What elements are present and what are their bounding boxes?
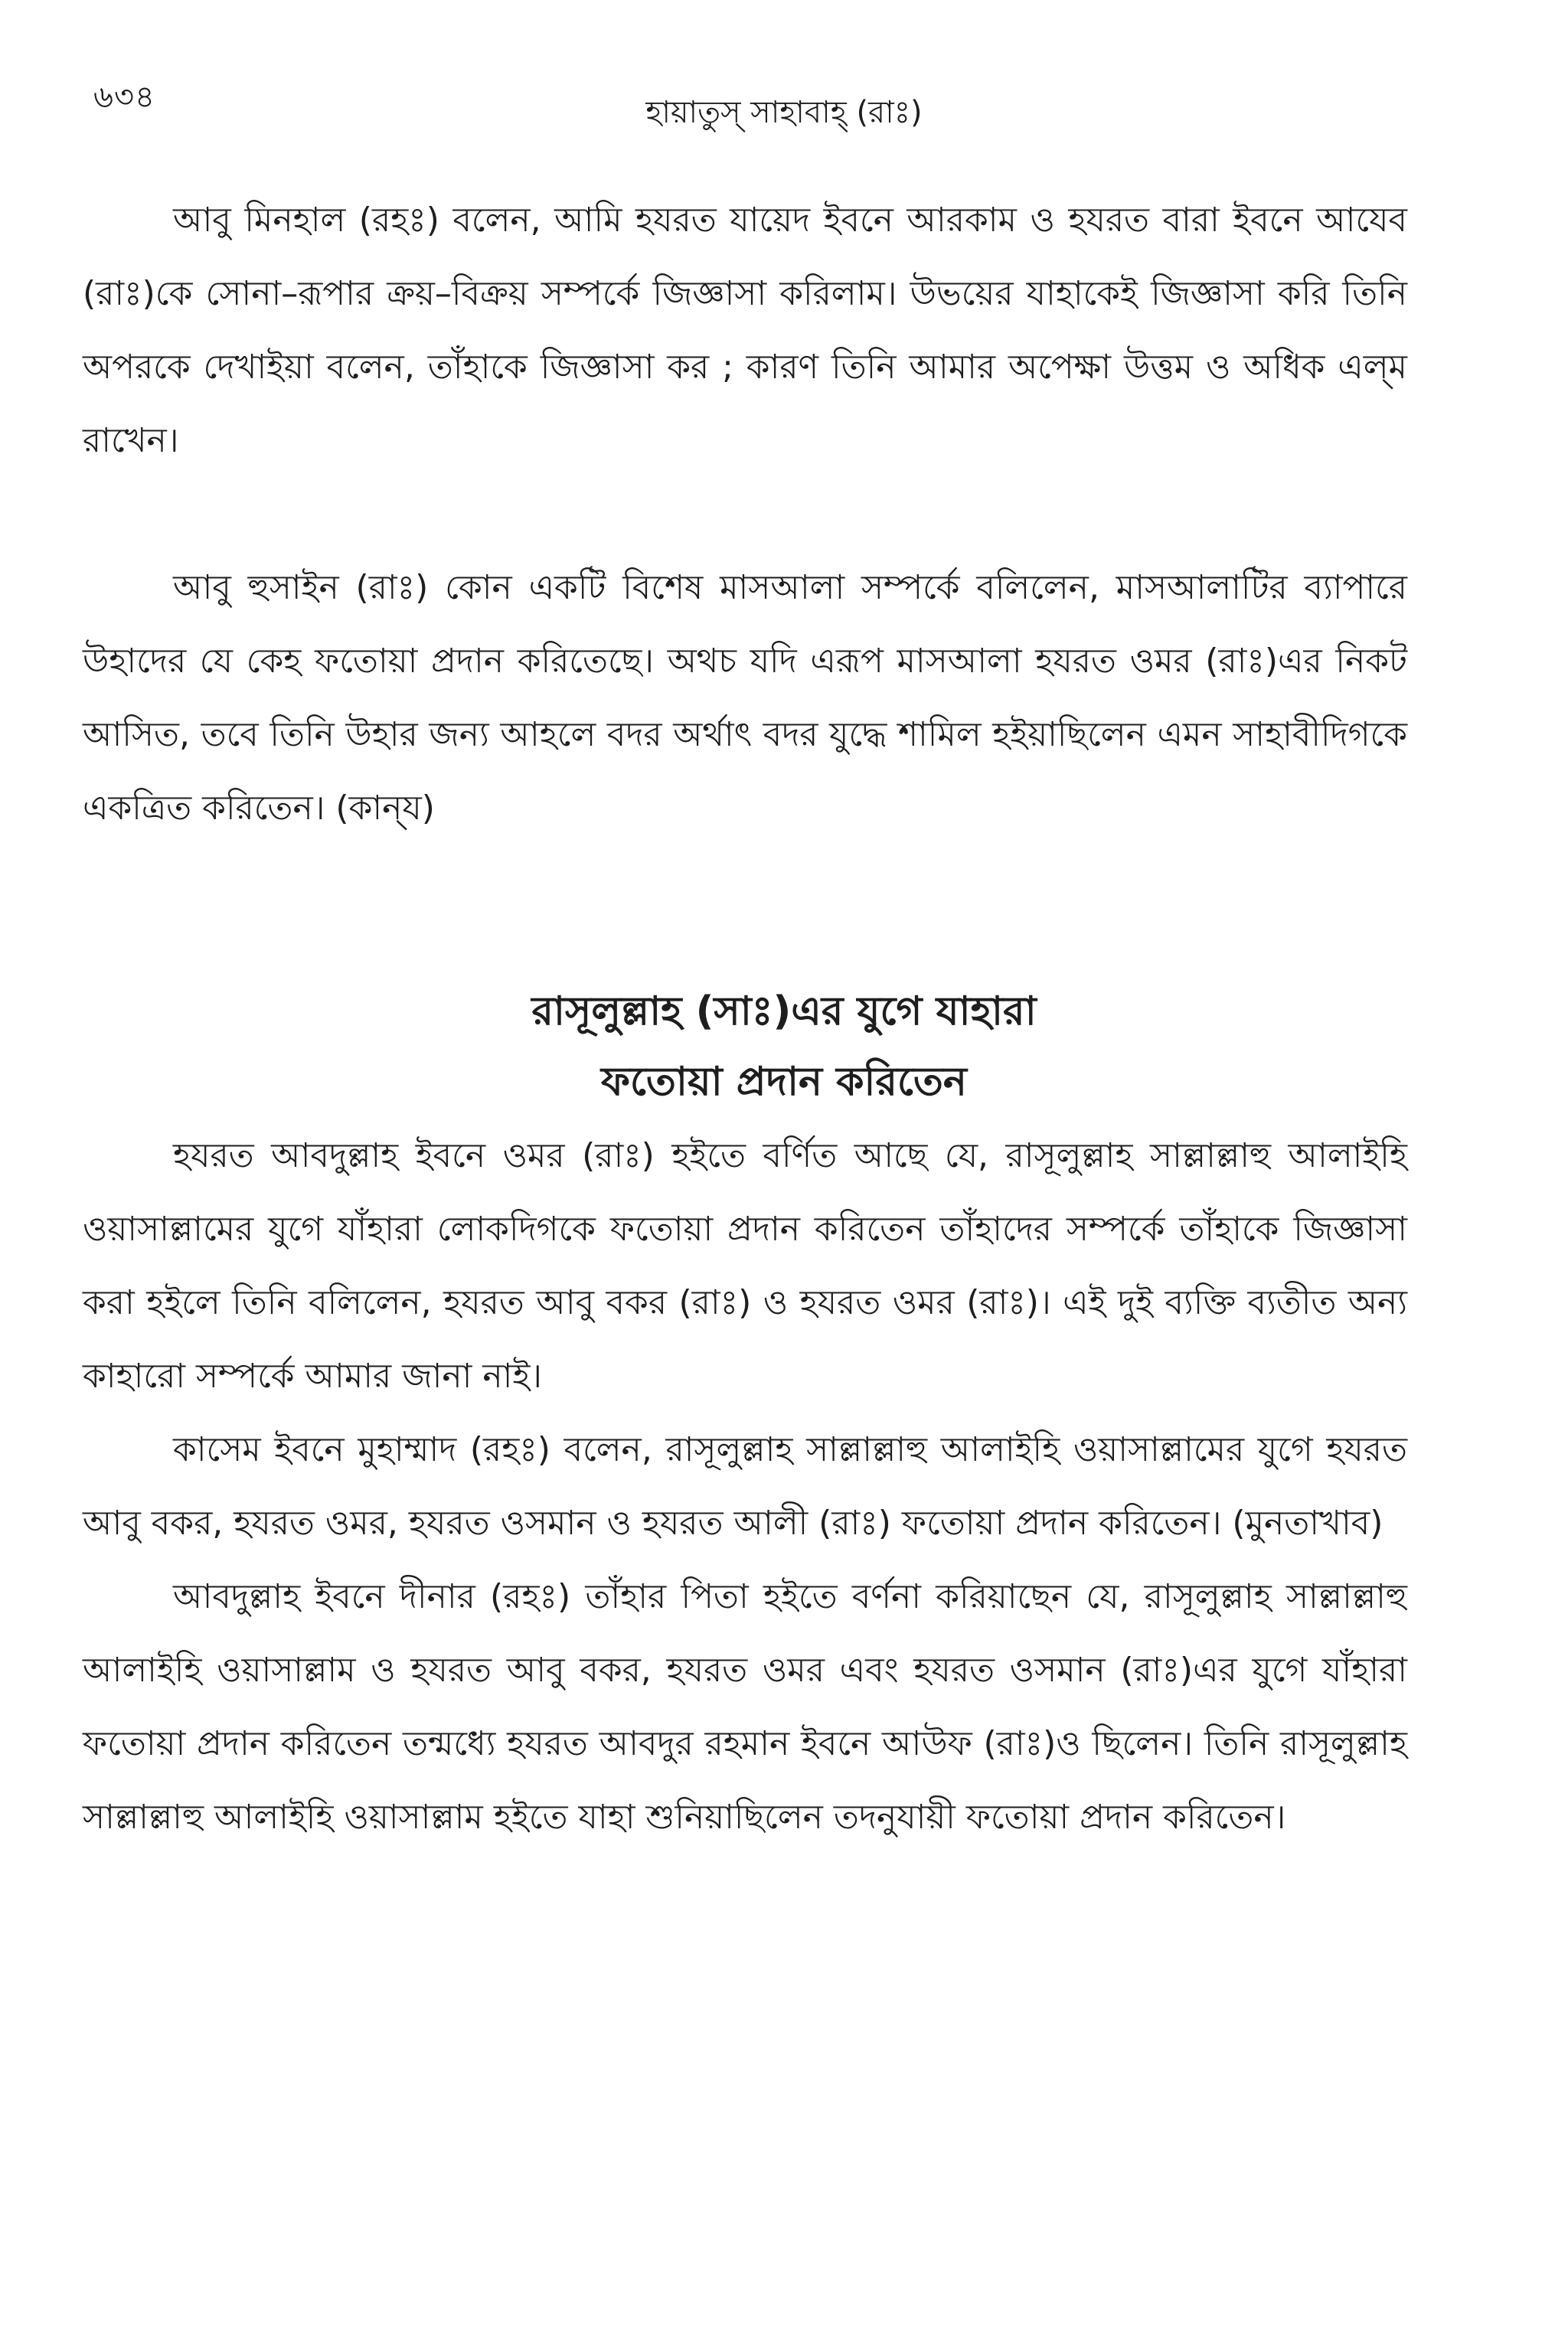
section-heading: [0, 976, 1568, 1117]
section-body: [83, 1119, 1407, 1854]
paragraph-group-intro-2: [83, 551, 1407, 845]
page-number: ৬৩৪: [93, 80, 155, 115]
paragraph: আবদুল্লাহ ইবনে দীনার (রহঃ) তাঁহার পিতা হইতে বর্ণনা করিয়াছেন যে, রাসূলুল্লাহ সাল্লাল্লাহু আলাইহি ওয়াসাল্লাম ও হযরত আবু বকর, হযরত ওমর এবং হযরত ওসমান (রাঃ)এর যুগে যাঁহারা ফতোয়া প্রদান করিতেন তন্মধ্যে হযরত আবদুর রহমান ইবনে আউফ (রাঃ)ও ছিলেন। তিনি রাসূলুল্লাহ সাল্লাল্লাহু আলাইহি ওয়াসাল্লাম হইতে যাহা শুনিয়াছিলেন তদনুযায়ী ফতোয়া প্রদান করিতেন।: [83, 1577, 1407, 1837]
paragraph: আবু হুসাইন (রাঃ) কোন একটি বিশেষ মাসআলা সম্পর্কে বলিলেন, মাসআলাটির ব্যাপারে উহাদের যে কেহ ফতোয়া প্রদান করিতেছে। অথচ যদি এরূপ মাসআলা হযরত ওমর (রাঃ)এর নিকট আসিত, তবে তিনি উহার জন্য আহলে বদর অর্থাৎ বদর যুদ্ধে শামিল হইয়াছিলেন এমন সাহাবীদিগকে একত্রিত করিতেন। (কান্‌য): [83, 568, 1407, 828]
paragraph: আবু মিনহাল (রহঃ) বলেন, আমি হযরত যায়েদ ইবনে আরকাম ও হযরত বারা ইবনে আযেব (রাঃ)কে সোনা–রূপার ক্রয়–বিক্রয় সম্পর্কে জিজ্ঞাসা করিলাম। উভয়ের যাহাকেই জিজ্ঞাসা করি তিনি অপরকে দেখাইয়া বলেন, তাঁহাকে জিজ্ঞাসা কর ; কারণ তিনি আমার অপেক্ষা উত্তম ও অধিক এল্‌ম রাখেন।: [83, 201, 1407, 460]
section-heading-line-2: ফতোয়া প্রদান করিতেন: [601, 1059, 967, 1105]
running-title: হায়াতুস্ সাহাবাহ্ (রাঃ): [645, 95, 923, 130]
paragraph: হযরত আবদুল্লাহ ইবনে ওমর (রাঃ) হইতে বর্ণিত আছে যে, রাসূলুল্লাহ সাল্লাল্লাহু আলাইহি ওয়াসাল্লামের যুগে যাঁহারা লোকদিগকে ফতোয়া প্রদান করিতেন তাঁহাদের সম্পর্কে তাঁহাকে জিজ্ঞাসা করা হইলে তিনি বলিলেন, হযরত আবু বকর (রাঃ) ও হযরত ওমর (রাঃ)। এই দুই ব্যক্তি ব্যতীত অন্য কাহারো সম্পর্কে আমার জানা নাই।: [83, 1136, 1407, 1396]
page-header: [0, 73, 1568, 134]
paragraph: কাসেম ইবনে মুহাম্মাদ (রহঃ) বলেন, রাসূলুল্লাহ সাল্লাল্লাহু আলাইহি ওয়াসাল্লামের যুগে হযরত আবু বকর, হযরত ওমর, হযরত ওসমান ও হযরত আলী (রাঃ) ফতোয়া প্রদান করিতেন। (মুনতাখাব): [83, 1430, 1407, 1543]
paragraph-group-intro: [83, 184, 1407, 478]
section-heading-line-1: রাসূলুল্লাহ (সাঃ)এর যুগে যাহারা: [531, 988, 1037, 1034]
